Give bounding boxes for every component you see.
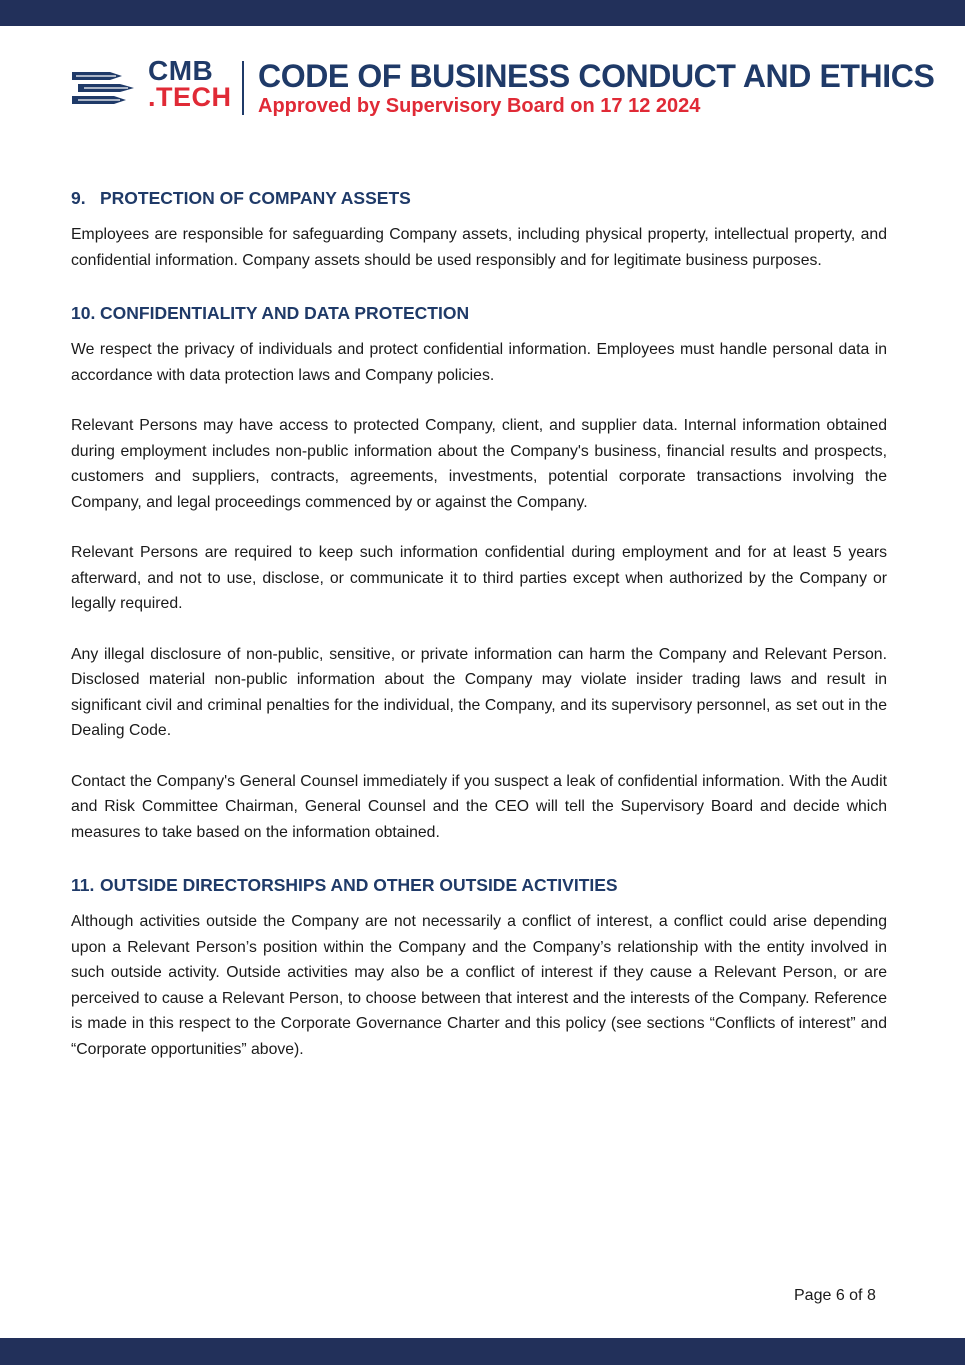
section-number: 10. (71, 303, 96, 323)
bottom-bar (0, 1338, 965, 1365)
section-number: 9. (71, 188, 86, 208)
page-header (70, 55, 950, 120)
document-body (71, 186, 887, 1062)
section-11 (71, 873, 887, 1062)
header-divider (242, 61, 244, 115)
document-title: CODE OF BUSINESS CONDUCT AND ETHICS (258, 58, 935, 94)
section-title: PROTECTION OF COMPANY ASSETS (100, 188, 411, 208)
paragraph: Relevant Persons may have access to protected Company, client, and supplier data. Internal information obtained during employment includes non-public information about the Company's business, financial results and prospects, customers and suppliers, contracts, agreements, investments, potential corporate transactions involving the Company, and legal proceedings commenced by or against the Company. (71, 417, 887, 511)
section-heading (71, 873, 887, 897)
logo-wordmark (148, 55, 232, 112)
cmb-tech-logo-icon (70, 68, 136, 108)
paragraph: Relevant Persons are required to keep such information confidential during employment and for at least 5 years afterward, and not to use, disclose, or communicate it to third parties except when authorized by the Company or legally required. (71, 544, 887, 612)
logo-cmb: CMB (148, 55, 214, 86)
section-heading (71, 301, 887, 325)
section-10 (71, 301, 887, 845)
paragraph: Employees are responsible for safeguarding Company assets, including physical property, intellectual property, and confidential information. Company assets should be used responsibly and for legitimate business purposes. (71, 226, 887, 269)
paragraph: Any illegal disclosure of non-public, sensitive, or private information can harm the Company and Relevant Person. Disclosed material non-public information about the Company may violate insider trading laws and result in significant civil and criminal penalties for the individual, the Company, and its supervisory personnel, as set out in the Dealing Code. (71, 645, 887, 739)
paragraph: Contact the Company's General Counsel immediately if you suspect a leak of confidential information. With the Audit and Risk Committee Chairman, General Counsel and the CEO will tell the Supervisory Board and decide which measures to take based on the information obtained. (71, 772, 887, 841)
document-subtitle: Approved by Supervisory Board on 17 12 2024 (258, 95, 701, 117)
paragraph: Although activities outside the Company are not necessarily a conflict of interest, a conflict could arise depending upon a Relevant Person’s position within the Company and the Company’s relationship with the entity involved in such outside activity. Outside activities may also be a conflict of interest if they cause a Relevant Person, or are perceived to cause a Relevant Person, to choose between that interest and the interests of the Company. Reference is made in this respect to the Corporate Governance Charter and this policy (see sections “Conflicts of interest” and “Corporate opportunities” above). (71, 913, 887, 1058)
paragraph: We respect the privacy of individuals and protect confidential information. Employees must handle personal data in accordance with data protection laws and Company policies. (71, 341, 887, 384)
section-number: 11. (71, 875, 95, 895)
page-number: Page 6 of 8 (794, 1287, 876, 1304)
section-heading (71, 186, 887, 210)
section-title: OUTSIDE DIRECTORSHIPS AND OTHER OUTSIDE ACTIVITIES (100, 875, 618, 895)
logo-tech: .TECH (148, 82, 232, 112)
section-9 (71, 186, 887, 273)
section-title: CONFIDENTIALITY AND DATA PROTECTION (100, 303, 470, 323)
top-bar (0, 0, 965, 26)
